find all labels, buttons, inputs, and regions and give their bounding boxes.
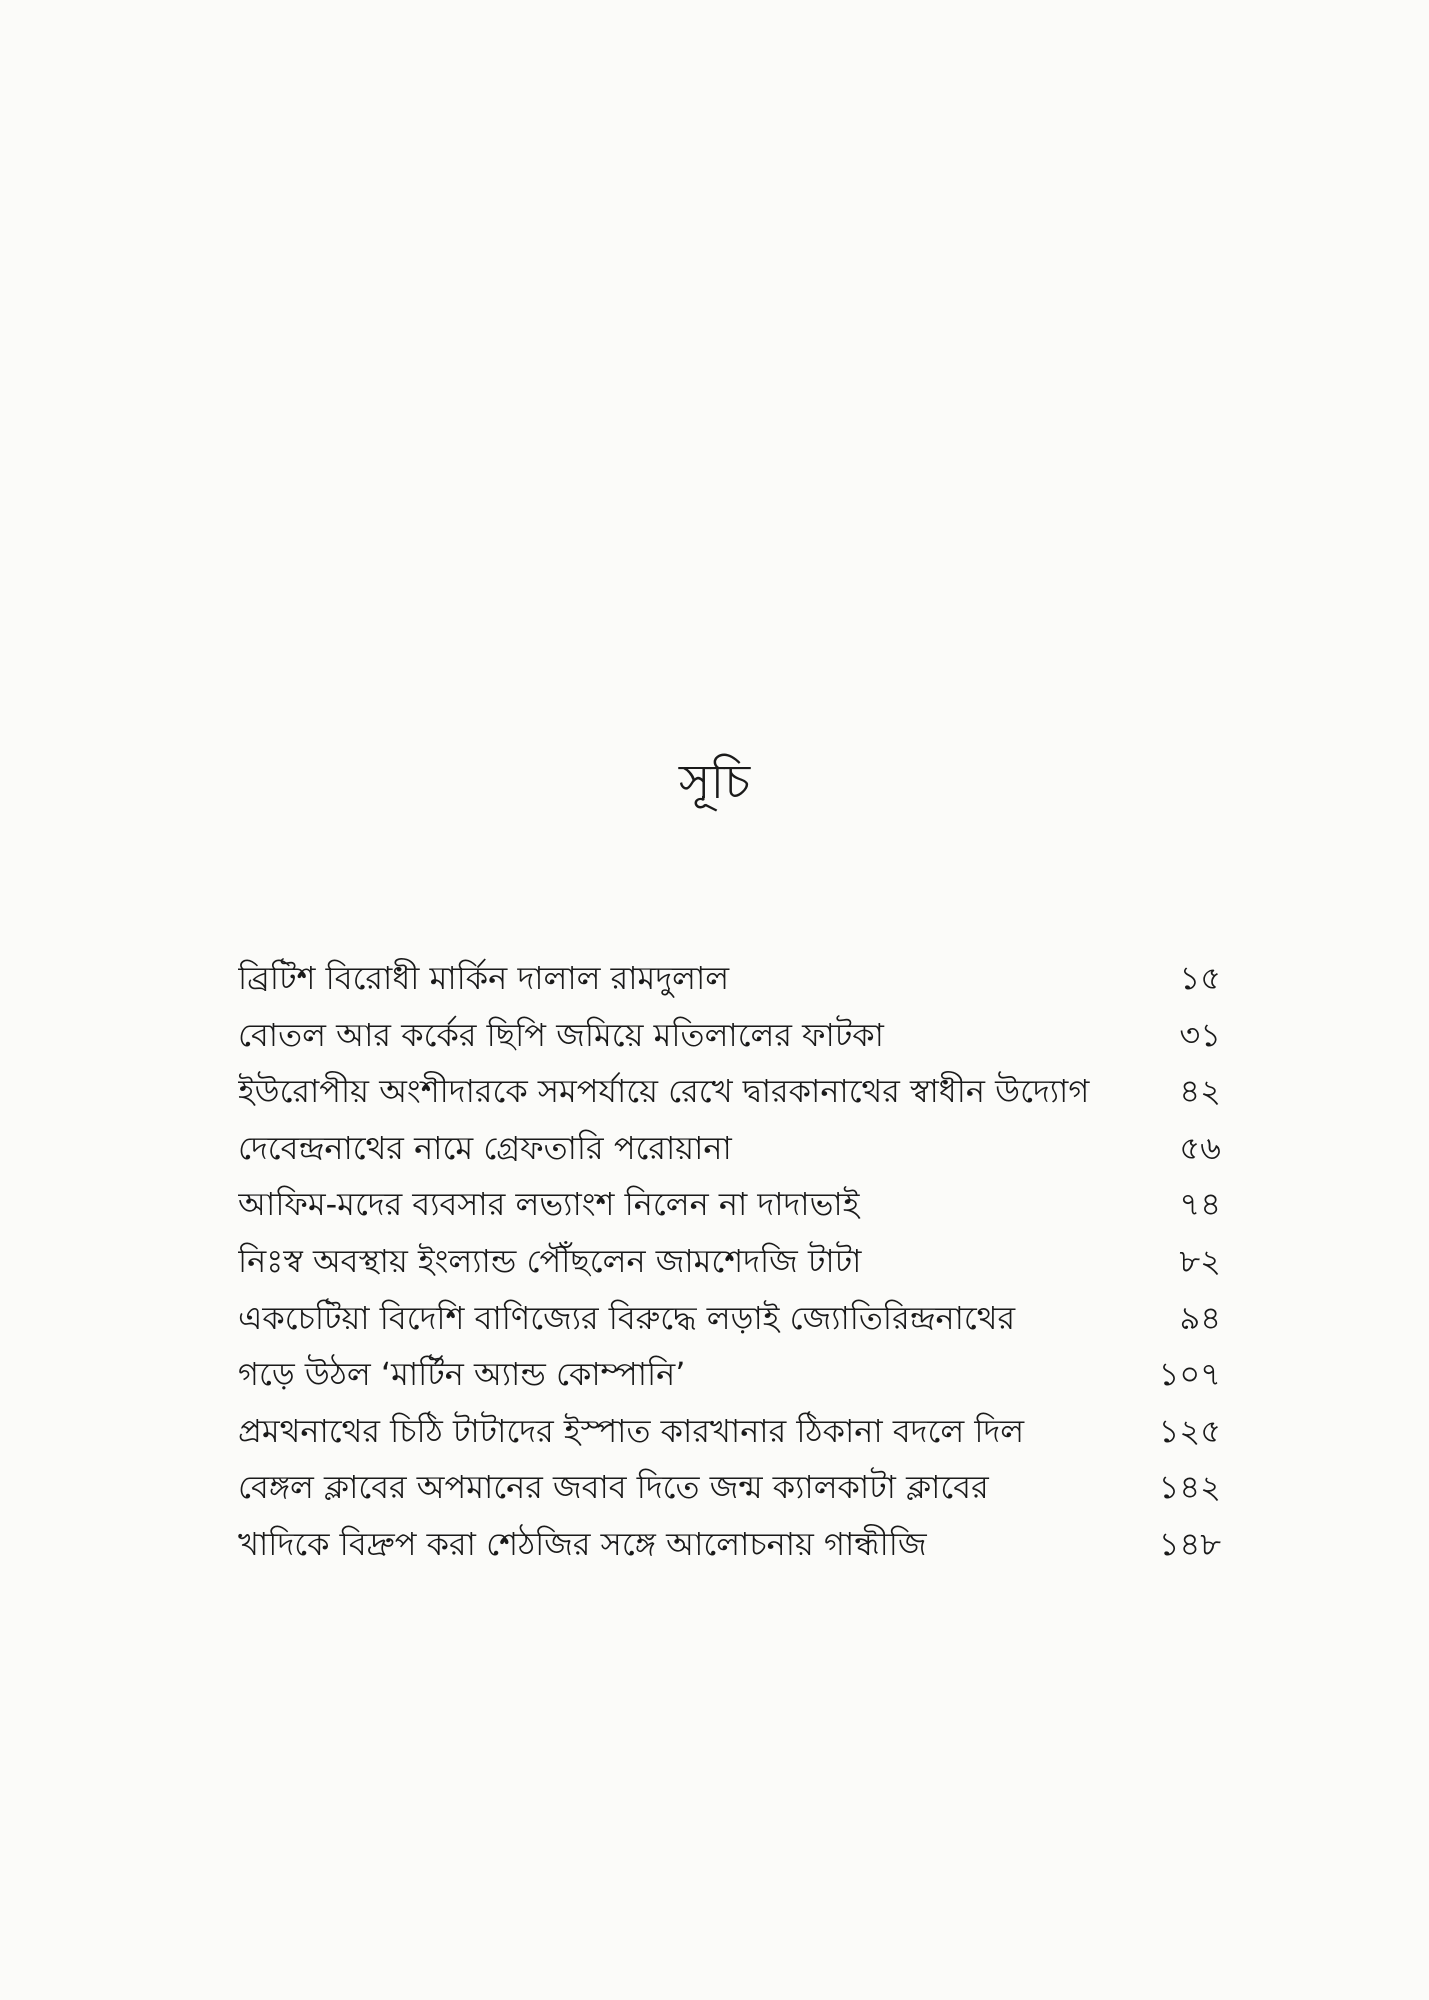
toc-entry-page: ৫৬: [1179, 1128, 1221, 1167]
page-title: সূচি: [678, 754, 751, 810]
toc-entry-page: ১৪২: [1158, 1468, 1221, 1507]
toc-entry: [238, 1063, 1221, 1120]
toc-entry-page: ১৫: [1179, 959, 1221, 997]
toc-entry-page: ১২৫: [1158, 1411, 1221, 1450]
toc-entry-title: দেবেন্দ্রনাথের নামে গ্রেফতারি পরোয়ানা: [238, 1128, 732, 1167]
toc-entry-page: ৪২: [1179, 1072, 1221, 1111]
toc-entry: [238, 1120, 1221, 1177]
toc-entry-page: ৭৪: [1179, 1185, 1221, 1224]
toc-entry-title: খাদিকে বিদ্রুপ করা শেঠজির সঙ্গে আলোচনায় গান্ধীজি: [238, 1524, 927, 1563]
toc-entry-title: বোতল আর কর্কের ছিপি জমিয়ে মতিলালের ফাটকা: [238, 1015, 884, 1054]
toc-entry: [238, 1346, 1221, 1403]
toc-entry-title: ব্রিটিশ বিরোধী মার্কিন দালাল রামদুলাল: [238, 959, 730, 997]
toc-entry-title: একচেটিয়া বিদেশি বাণিজ্যের বিরুদ্ধে লড়াই জ্যোতিরিন্দ্রনাথের: [238, 1298, 1016, 1337]
toc-entry: [238, 1290, 1221, 1347]
toc-entry-title: গড়ে উঠল ‘মার্টিন অ্যান্ড কোম্পানি’: [238, 1355, 686, 1394]
toc-entry: [238, 1176, 1221, 1233]
toc-entry: [238, 1233, 1221, 1290]
table-of-contents: [238, 950, 1221, 1573]
toc-entry-page: ১৪৮: [1158, 1524, 1221, 1563]
toc-entry: [238, 1007, 1221, 1064]
toc-entry-title: প্রমথনাথের চিঠি টাটাদের ইস্পাত কারখানার ঠিকানা বদলে দিল: [238, 1411, 1025, 1450]
toc-entry-title: বেঙ্গল ক্লাবের অপমানের জবাব দিতে জন্ম ক্যালকাটা ক্লাবের: [238, 1468, 989, 1507]
toc-entry: [238, 1403, 1221, 1460]
toc-entry: [238, 1516, 1221, 1573]
toc-entry-page: ৩১: [1179, 1015, 1221, 1054]
toc-entry-title: আফিম-মদের ব্যবসার লভ্যাংশ নিলেন না দাদাভাই: [238, 1185, 860, 1224]
toc-entry-title: নিঃস্ব অবস্থায় ইংল্যান্ড পৌঁছলেন জামশেদজি টাটা: [238, 1241, 862, 1280]
toc-entry-page: ১০৭: [1158, 1355, 1221, 1394]
toc-entry-page: ৯৪: [1179, 1298, 1221, 1337]
toc-entry-title: ইউরোপীয় অংশীদারকে সমপর্যায়ে রেখে দ্বারকানাথের স্বাধীন উদ্যোগ: [238, 1072, 1090, 1111]
toc-entry-page: ৮২: [1179, 1241, 1221, 1280]
toc-entry: [238, 950, 1221, 1007]
toc-entry: [238, 1459, 1221, 1516]
